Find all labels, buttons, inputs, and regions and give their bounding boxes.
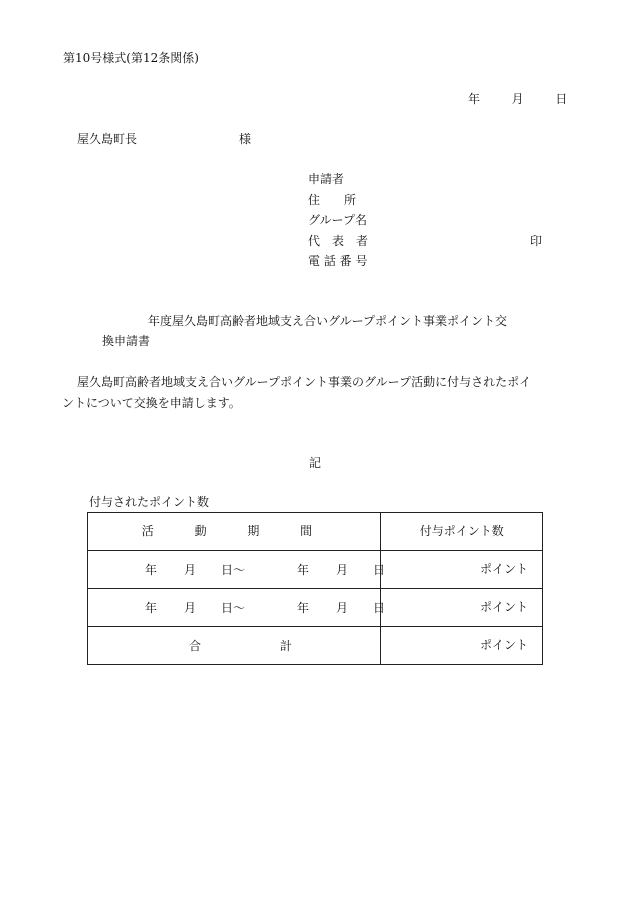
addressee-honorific: 様	[239, 132, 252, 146]
address-label: 住 所	[308, 192, 357, 207]
total-label-cell	[88, 627, 381, 665]
total-label-2: 計	[280, 639, 293, 653]
end-day: 日	[373, 601, 386, 615]
seal-mark: 印	[530, 233, 543, 248]
ki-note-heading: 記	[309, 456, 322, 470]
addressee-name: 屋久島町長	[77, 132, 138, 146]
total-label-1: 合	[189, 639, 202, 653]
points-table	[87, 512, 543, 665]
date-line	[468, 92, 567, 106]
header-granted-points: 付与ポイント数	[381, 513, 543, 551]
date-month: 月	[511, 92, 524, 106]
end-month: 月	[336, 563, 349, 577]
points-cell: ポイント	[381, 551, 543, 589]
body-text-line2: ントについて交換を申請します。	[62, 396, 241, 410]
start-month: 月	[184, 563, 197, 577]
group-name-label: グループ名	[308, 213, 368, 227]
start-year: 年	[145, 601, 158, 615]
date-day: 日	[555, 92, 568, 106]
representative-row	[308, 233, 543, 255]
table-caption: 付与されたポイント数	[89, 495, 210, 509]
document-title-line1: 年度屋久島町高齢者地域支え合いグループポイント事業ポイント交	[148, 314, 508, 328]
representative-label: 代 表 者	[308, 233, 369, 248]
table-header-row	[88, 513, 543, 551]
table-total-row	[88, 627, 543, 665]
points-cell: ポイント	[381, 589, 543, 627]
date-year: 年	[468, 92, 481, 106]
total-points-cell: ポイント	[381, 627, 543, 665]
end-day: 日	[373, 563, 386, 577]
start-day: 日～	[221, 563, 246, 577]
end-month: 月	[336, 601, 349, 615]
table-row	[88, 551, 543, 589]
start-day: 日～	[221, 601, 246, 615]
addressee	[77, 132, 252, 146]
applicant-heading: 申請者	[308, 172, 345, 186]
period-cell	[88, 551, 386, 589]
table-row	[88, 589, 543, 627]
end-year: 年	[297, 601, 310, 615]
start-month: 月	[184, 601, 197, 615]
phone-label: 電 話 番 号	[308, 254, 368, 268]
form-number: 第10号様式(第12条関係)	[63, 51, 199, 65]
start-year: 年	[145, 563, 158, 577]
applicant-block	[308, 172, 543, 275]
body-text-line1: 屋久島町高齢者地域支え合いグループポイント事業のグループ活動に付与されたポイ	[77, 375, 532, 389]
period-cell	[88, 589, 386, 627]
end-year: 年	[297, 563, 310, 577]
header-activity-period: 活 動 期 間	[88, 513, 381, 551]
document-title-line2: 換申請書	[102, 334, 151, 348]
